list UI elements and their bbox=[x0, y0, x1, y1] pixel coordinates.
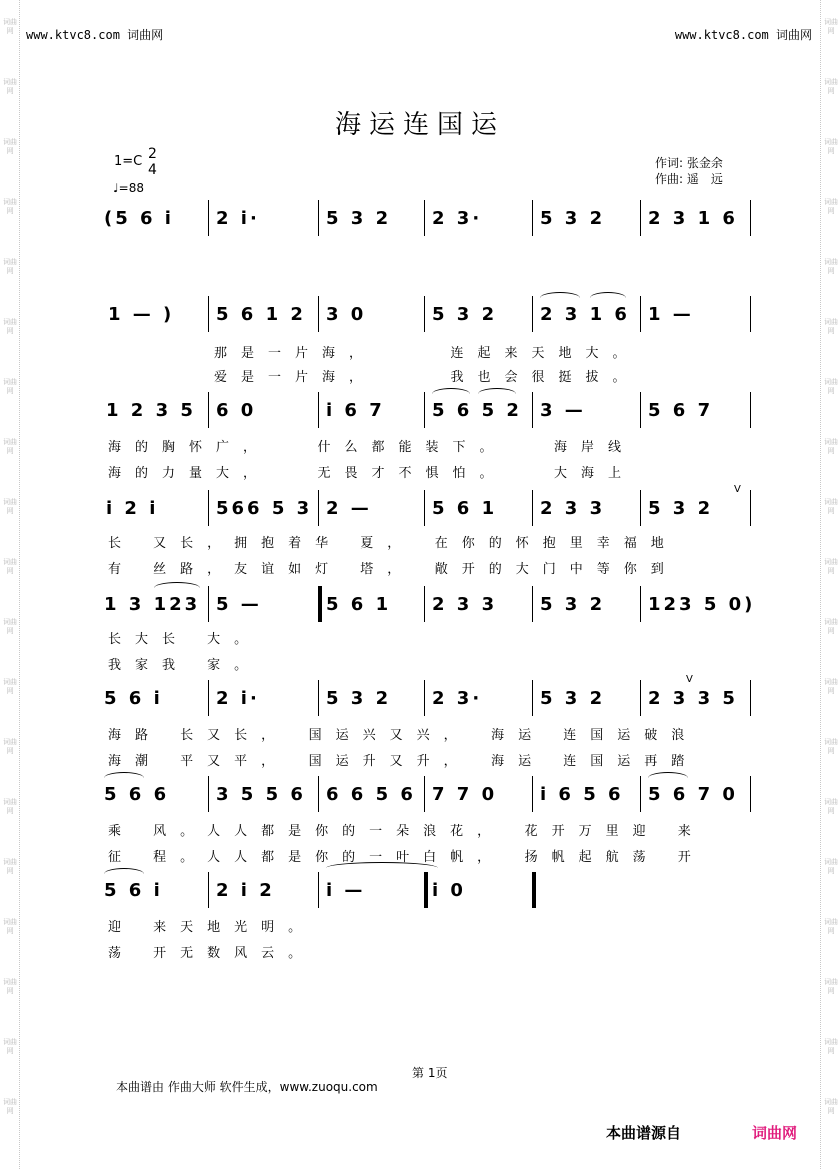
lyric-verse-1: 海的胸怀广， 什么都能装下。 海岸线 bbox=[108, 440, 636, 455]
breath-mark-icon: V bbox=[734, 484, 741, 495]
measure: 5 3 2 bbox=[432, 304, 498, 325]
side-watermark: 词曲网 bbox=[824, 978, 838, 995]
measure: 5 6 1 2 bbox=[216, 304, 306, 325]
lyric-verse-2: 荡 开无数风云。 bbox=[108, 946, 316, 961]
measure: 5 3 2 bbox=[540, 688, 606, 709]
repeat-barline bbox=[318, 586, 322, 622]
tie bbox=[326, 862, 438, 874]
measure: 2 i· bbox=[216, 688, 260, 709]
lyric-verse-2: 爱是一片海， 我也会很挺拔。 bbox=[214, 370, 640, 385]
measure: 5 3 2 bbox=[326, 688, 392, 709]
barline bbox=[424, 680, 425, 716]
measure: i 6 7 bbox=[326, 400, 385, 421]
tie bbox=[104, 868, 144, 880]
side-watermark: 词曲网 bbox=[3, 78, 17, 95]
lyric-verse-1: 长大长 大。 bbox=[108, 632, 262, 647]
measure: i 2 i bbox=[106, 498, 159, 519]
side-watermark: 词曲网 bbox=[3, 798, 17, 815]
barline bbox=[640, 392, 641, 428]
measure: 3 — bbox=[540, 400, 586, 421]
tie bbox=[432, 388, 470, 400]
notation-line-6 bbox=[100, 674, 760, 720]
measure: 5 6 7 0 bbox=[648, 784, 738, 805]
measure: 3 5 5 6 bbox=[216, 784, 306, 805]
measure: 1 3 123 bbox=[104, 594, 201, 615]
barline bbox=[424, 296, 425, 332]
side-watermark: 词曲网 bbox=[3, 618, 17, 635]
lyric-verse-2: 我家我 家。 bbox=[108, 658, 262, 673]
time-signature bbox=[148, 146, 157, 178]
side-watermark: 词曲网 bbox=[3, 18, 17, 35]
measure: 2 3 1 6 bbox=[540, 304, 630, 325]
lyric-verse-1: 迎 来天地光明。 bbox=[108, 920, 316, 935]
measure: 2 3 3 bbox=[540, 498, 606, 519]
barline bbox=[750, 296, 751, 332]
measure: 1 — ) bbox=[108, 304, 175, 325]
barline bbox=[208, 680, 209, 716]
tie bbox=[540, 292, 580, 304]
side-watermark: 词曲网 bbox=[3, 1038, 17, 1055]
barline bbox=[208, 490, 209, 526]
tie bbox=[104, 772, 144, 784]
time-signature-bottom: 4 bbox=[148, 162, 157, 178]
tie bbox=[154, 582, 200, 594]
measure: 5 3 2 bbox=[540, 594, 606, 615]
side-watermark: 词曲网 bbox=[3, 918, 17, 935]
side-watermark: 词曲网 bbox=[824, 378, 838, 395]
notation-line-3 bbox=[100, 392, 760, 432]
key-signature: 1=C bbox=[114, 154, 143, 169]
source-label: 本曲谱源自 bbox=[606, 1124, 682, 1142]
side-watermark: 词曲网 bbox=[3, 1098, 17, 1115]
measure: 5 6 i bbox=[104, 880, 163, 901]
measure: 2 3· bbox=[432, 208, 483, 229]
notation-line-7 bbox=[100, 776, 760, 816]
tie bbox=[590, 292, 626, 304]
composer-credit: 作曲: 遥 远 bbox=[655, 172, 723, 186]
left-watermark-strip bbox=[0, 0, 20, 1169]
tempo-marking: ♩=88 bbox=[113, 181, 144, 195]
side-watermark: 词曲网 bbox=[824, 858, 838, 875]
time-signature-top: 2 bbox=[148, 146, 157, 162]
barline bbox=[532, 586, 533, 622]
barline bbox=[640, 490, 641, 526]
side-watermark: 词曲网 bbox=[3, 258, 17, 275]
side-watermark: 词曲网 bbox=[824, 918, 838, 935]
measure: 7 7 0 bbox=[432, 784, 498, 805]
barline bbox=[208, 392, 209, 428]
measure: 5 — bbox=[216, 594, 262, 615]
barline bbox=[424, 776, 425, 812]
barline bbox=[318, 776, 319, 812]
breath-mark-icon: V bbox=[686, 674, 693, 685]
barline bbox=[208, 872, 209, 908]
measure: 566 5 3 bbox=[216, 498, 313, 519]
notation-line-8 bbox=[100, 872, 760, 912]
measure: 1 2 3 5 bbox=[106, 400, 196, 421]
measure: 5 6 1 bbox=[326, 594, 392, 615]
side-watermark: 词曲网 bbox=[3, 978, 17, 995]
side-watermark: 词曲网 bbox=[824, 738, 838, 755]
barline bbox=[532, 490, 533, 526]
barline bbox=[750, 490, 751, 526]
lyric-verse-1: 那是一片海， 连起来天地大。 bbox=[214, 346, 640, 361]
barline bbox=[532, 200, 533, 236]
lyric-verse-2: 征 程。人人都是你的一叶白帆， 扬帆起航荡 开 bbox=[108, 850, 705, 865]
measure: 2 i· bbox=[216, 208, 260, 229]
barline bbox=[318, 490, 319, 526]
lyricist-credit: 作词: 张金余 bbox=[655, 156, 723, 170]
measure: 5 6 1 bbox=[432, 498, 498, 519]
measure: 2 3· bbox=[432, 688, 483, 709]
right-watermark-strip bbox=[820, 0, 840, 1169]
repeat-barline bbox=[424, 872, 428, 908]
side-watermark: 词曲网 bbox=[824, 798, 838, 815]
measure: 5 3 2 bbox=[540, 208, 606, 229]
side-watermark: 词曲网 bbox=[824, 258, 838, 275]
side-watermark: 词曲网 bbox=[824, 18, 838, 35]
page-number: 第 1页 bbox=[412, 1066, 448, 1080]
barline bbox=[640, 776, 641, 812]
barline bbox=[318, 872, 319, 908]
measure: 3 0 bbox=[326, 304, 367, 325]
barline bbox=[532, 392, 533, 428]
barline bbox=[424, 392, 425, 428]
measure: 5 6 5 2 bbox=[432, 400, 522, 421]
barline bbox=[208, 776, 209, 812]
measure: 2 i 2 bbox=[216, 880, 275, 901]
generator-credit: 本曲谱由 作曲大师 软件生成，www.zuoqu.com bbox=[116, 1080, 378, 1094]
measure: i — bbox=[326, 880, 366, 901]
measure: 2 3 3 5 bbox=[648, 688, 738, 709]
barline bbox=[750, 200, 751, 236]
measure: i 0 bbox=[432, 880, 466, 901]
side-watermark: 词曲网 bbox=[3, 318, 17, 335]
measure: 123 5 0) bbox=[648, 594, 756, 615]
side-watermark: 词曲网 bbox=[824, 498, 838, 515]
side-watermark: 词曲网 bbox=[3, 678, 17, 695]
measure: 2 3 1 6 bbox=[648, 208, 738, 229]
barline bbox=[750, 776, 751, 812]
measure: i 6 5 6 bbox=[540, 784, 624, 805]
barline bbox=[208, 296, 209, 332]
barline bbox=[640, 200, 641, 236]
measure: 2 3 3 bbox=[432, 594, 498, 615]
measure: 2 — bbox=[326, 498, 372, 519]
barline bbox=[208, 200, 209, 236]
barline bbox=[318, 296, 319, 332]
side-watermark: 词曲网 bbox=[824, 78, 838, 95]
barline bbox=[750, 392, 751, 428]
measure: 5 3 2 bbox=[326, 208, 392, 229]
side-watermark: 词曲网 bbox=[3, 138, 17, 155]
side-watermark: 词曲网 bbox=[824, 1038, 838, 1055]
measure: 5 6 i bbox=[104, 688, 163, 709]
side-watermark: 词曲网 bbox=[824, 1098, 838, 1115]
measure: (5 6 i bbox=[104, 208, 174, 229]
lyric-verse-2: 海的力量大， 无畏才不惧怕。 大海上 bbox=[108, 466, 636, 481]
header-left-site[interactable]: www.ktvc8.com 词曲网 bbox=[26, 28, 164, 42]
barline bbox=[640, 680, 641, 716]
header-right-site[interactable]: www.ktvc8.com 词曲网 bbox=[674, 28, 812, 42]
measure: 5 6 7 bbox=[648, 400, 714, 421]
side-watermark: 词曲网 bbox=[824, 558, 838, 575]
barline bbox=[532, 680, 533, 716]
brand-link[interactable]: 词曲网 bbox=[752, 1124, 798, 1142]
barline bbox=[532, 776, 533, 812]
lyric-verse-1: 长 又长，拥抱着华 夏， 在你的怀抱里幸福地 bbox=[108, 536, 678, 551]
barline bbox=[318, 680, 319, 716]
final-barline bbox=[532, 872, 536, 908]
notation-line-5 bbox=[100, 586, 760, 626]
song-title: 海运连国运 bbox=[334, 110, 505, 140]
lyric-verse-2: 有 丝路，友谊如灯 塔， 敞开的大门中等你到 bbox=[108, 562, 678, 577]
side-watermark: 词曲网 bbox=[824, 138, 838, 155]
lyric-verse-1: 海路 长又长， 国运兴又兴， 海运 连国运破浪 bbox=[108, 728, 699, 743]
barline bbox=[750, 680, 751, 716]
barline bbox=[532, 296, 533, 332]
measure: 6 0 bbox=[216, 400, 257, 421]
side-watermark: 词曲网 bbox=[3, 198, 17, 215]
tie bbox=[648, 772, 688, 784]
barline bbox=[424, 586, 425, 622]
barline bbox=[424, 490, 425, 526]
side-watermark: 词曲网 bbox=[3, 378, 17, 395]
measure: 1 — bbox=[648, 304, 694, 325]
tie bbox=[478, 388, 516, 400]
lyric-verse-1: 乘 风。人人都是你的一朵浪花， 花开万里迎 来 bbox=[108, 824, 705, 839]
barline bbox=[640, 296, 641, 332]
side-watermark: 词曲网 bbox=[824, 438, 838, 455]
measure: 5 3 2 bbox=[648, 498, 714, 519]
side-watermark: 词曲网 bbox=[3, 858, 17, 875]
side-watermark: 词曲网 bbox=[824, 318, 838, 335]
notation-line-4 bbox=[100, 484, 760, 530]
barline bbox=[208, 586, 209, 622]
barline bbox=[424, 200, 425, 236]
barline bbox=[640, 586, 641, 622]
notation-line-1 bbox=[100, 200, 760, 240]
side-watermark: 词曲网 bbox=[824, 198, 838, 215]
side-watermark: 词曲网 bbox=[824, 678, 838, 695]
measure: 6 6 5 6 bbox=[326, 784, 416, 805]
side-watermark: 词曲网 bbox=[3, 558, 17, 575]
side-watermark: 词曲网 bbox=[824, 618, 838, 635]
side-watermark: 词曲网 bbox=[3, 738, 17, 755]
barline bbox=[318, 392, 319, 428]
lyric-verse-2: 海潮 平又平， 国运升又升， 海运 连国运再踏 bbox=[108, 754, 699, 769]
side-watermark: 词曲网 bbox=[3, 498, 17, 515]
barline bbox=[318, 200, 319, 236]
measure: 5 6 6 bbox=[104, 784, 170, 805]
notation-line-2 bbox=[100, 296, 760, 336]
side-watermark: 词曲网 bbox=[3, 438, 17, 455]
